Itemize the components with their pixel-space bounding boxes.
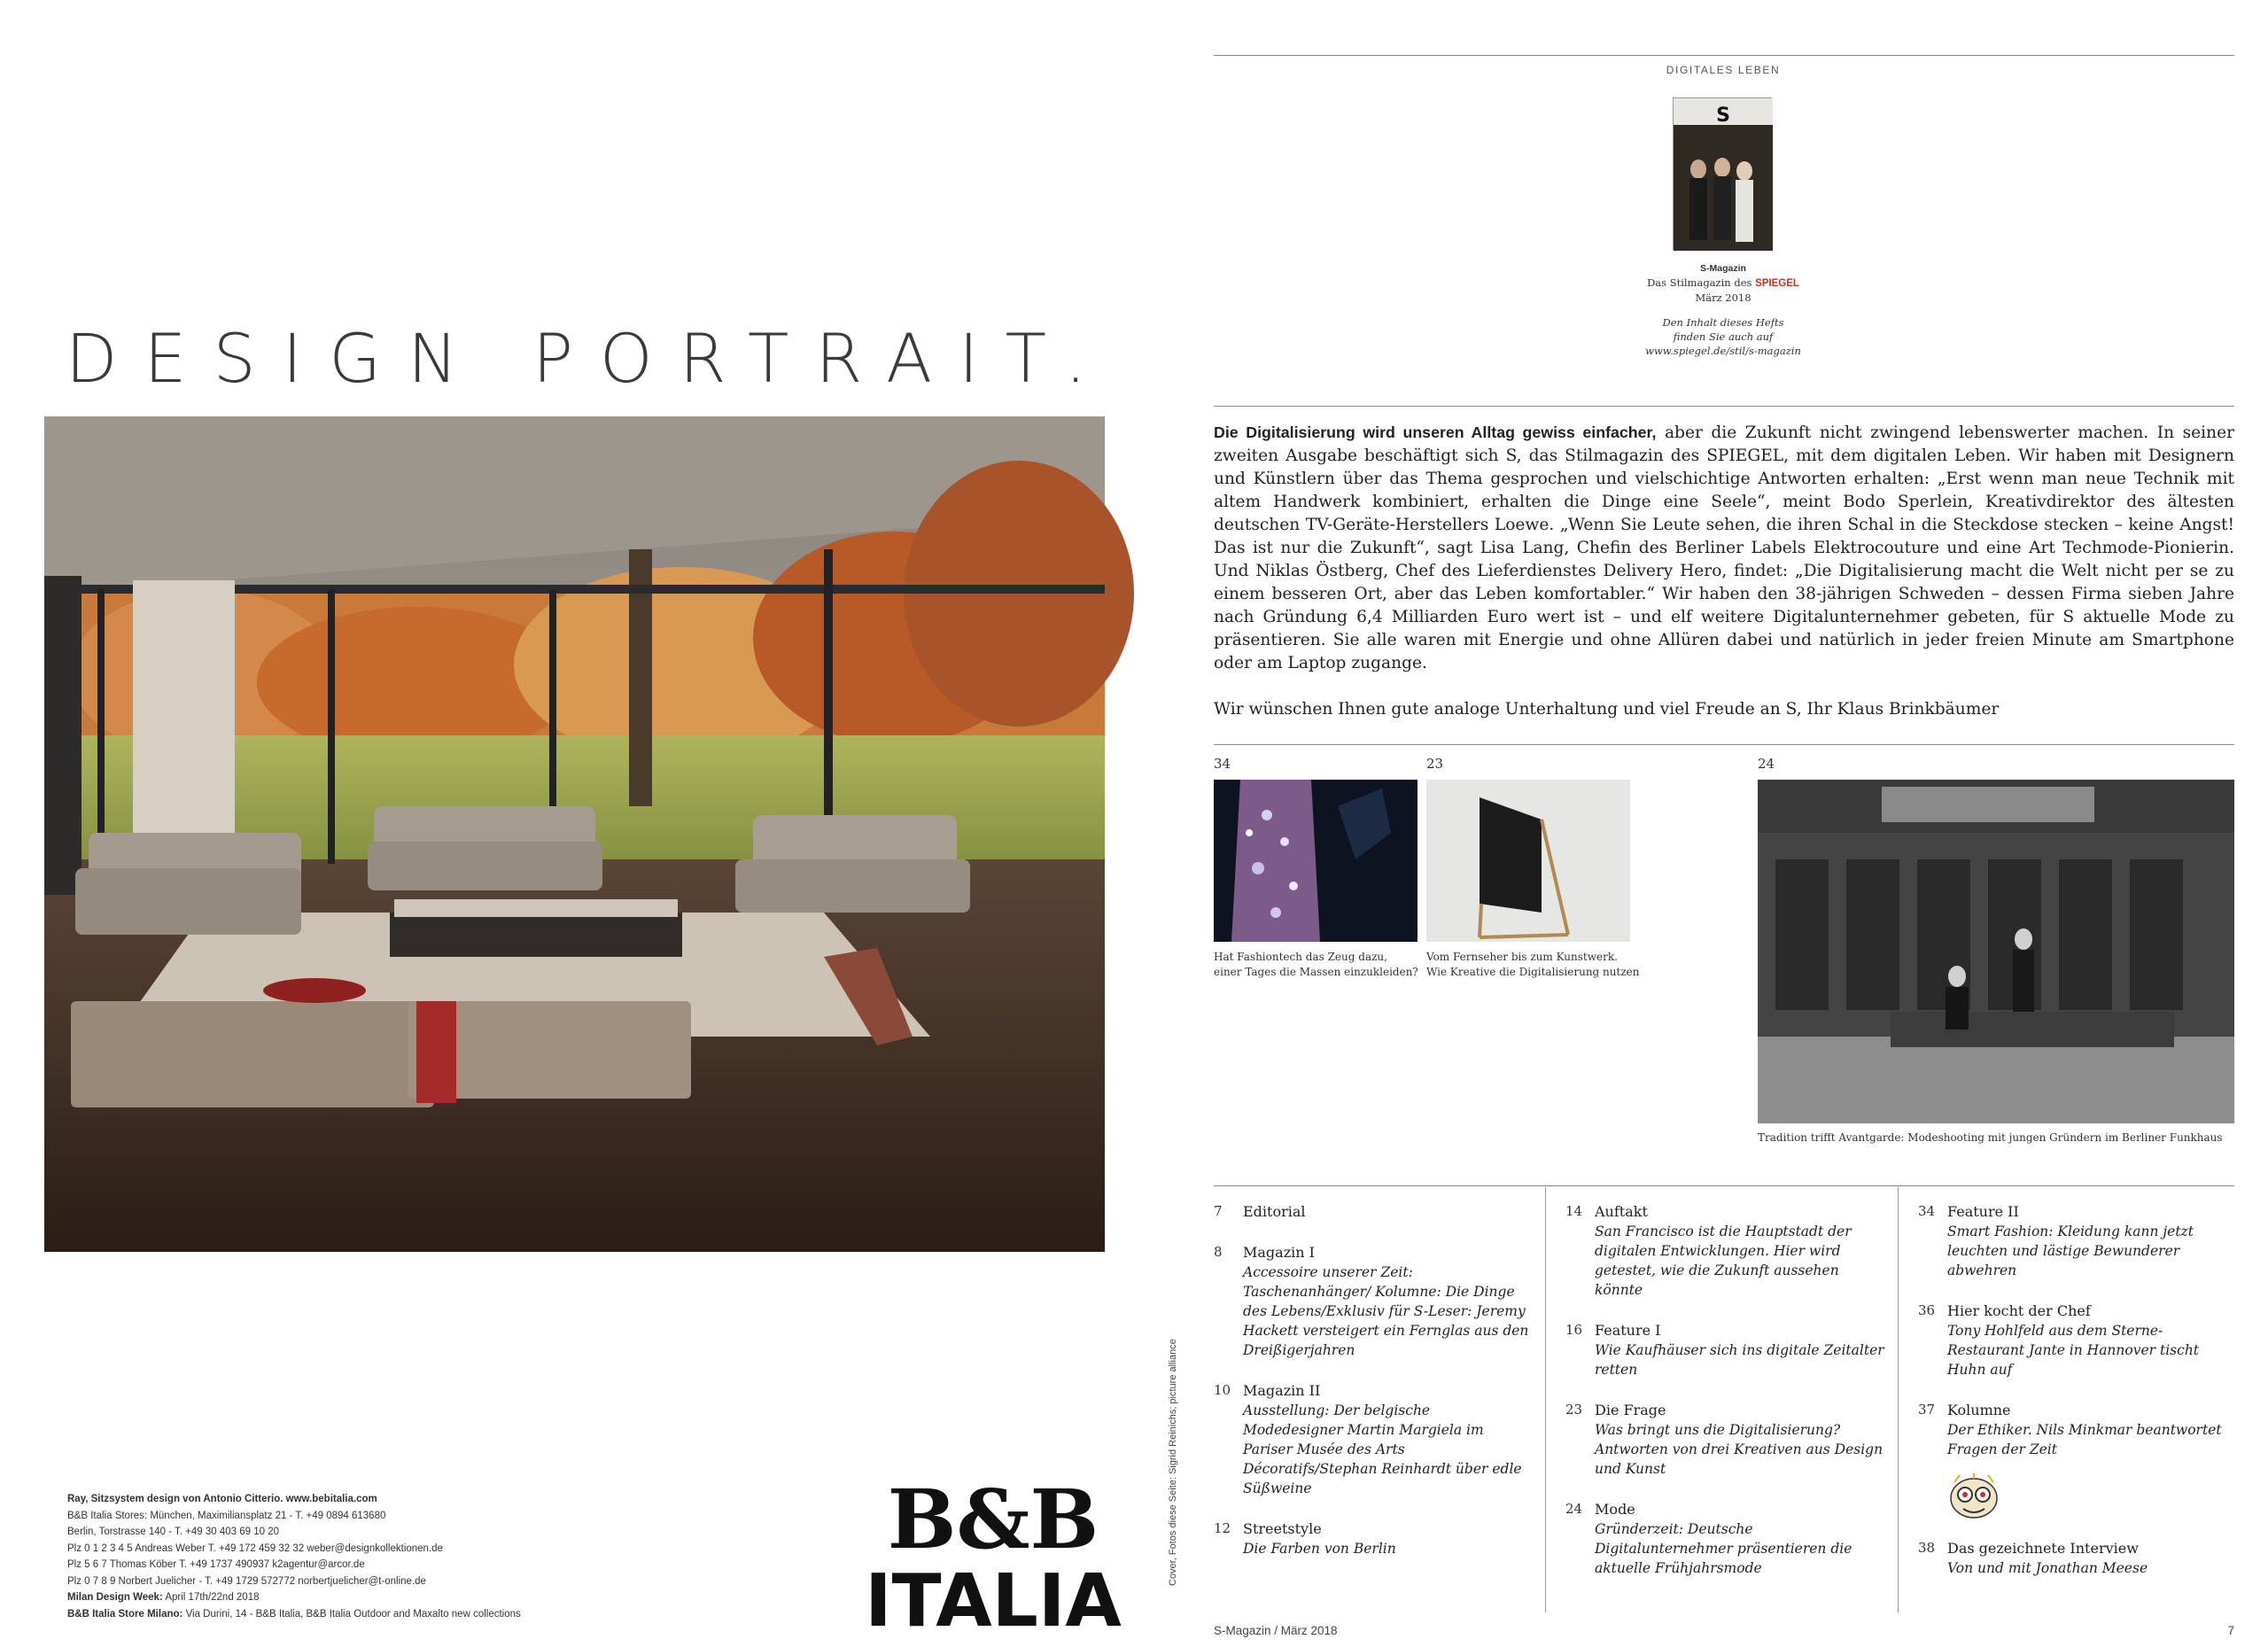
ad-caption-agent-3: Plz 0 7 8 9 Norbert Juelicher - T. +49 1729 572772 norbertjuelicher@t-online.de (67, 1575, 426, 1587)
photo-credit: Cover, Fotos diese Seite: Sigrid Reinichs; picture alliance (1168, 1339, 1178, 1586)
cover-info (1586, 261, 1860, 358)
toc-column-3 (1918, 1202, 2237, 1599)
toc-title: Hier kocht der Chef (1947, 1302, 2091, 1319)
toc-page-number: 24 (1565, 1501, 1583, 1517)
ad-caption-agent-1: Plz 0 1 2 3 4 5 Andreas Weber T. +49 172 459 32 32 weber@designkollektionen.de (67, 1542, 443, 1554)
photo-3-caption: Tradition trifft Avantgarde: Modeshooting mit jungen Gründern im Berliner Funkhaus (1758, 1131, 2223, 1144)
toc-title: Mode (1595, 1501, 1635, 1518)
toc-description: Von und mit Jonathan Meese (1947, 1560, 2148, 1576)
ad-caption-berlin: Berlin, Torstrasse 140 - T. +49 30 403 69 10 20 (67, 1527, 279, 1537)
toc-description: Was bringt uns die Digitalisierung? Antworten von drei Kreativen aus Design und Kunst (1595, 1422, 1884, 1477)
toc-column-1 (1214, 1202, 1533, 1580)
toc-description: Accessoire unserer Zeit: Taschenanhänger/ Kolumne: Die Dinge des Lebens/Exklusiv für S-Leser: Jeremy Hackett versteigert ein Fernglas aus den Dreißigerjahren (1243, 1264, 1529, 1358)
cover-tagline-prefix: Das Stilmagazin des (1647, 276, 1752, 289)
ad-caption-milan (67, 1589, 865, 1606)
toc-title: Kolumne (1947, 1402, 2011, 1418)
editorial-intro (1214, 421, 2234, 721)
toc-title: Editorial (1243, 1203, 1306, 1220)
toc-item[interactable] (1565, 1401, 1884, 1479)
logo-line-1: B&B (887, 1472, 1099, 1567)
intro-lead: Die Digitalisierung wird unseren Alltag gewiss einfacher, (1214, 423, 1657, 441)
intro-paragraph (1214, 421, 2234, 675)
footer-magazine-issue: S-Magazin / März 2018 (1214, 1624, 1338, 1637)
photo-2-caption-line-2: Wie Kreative die Digitalisierung nutzen (1426, 966, 1640, 978)
ad-caption-product: Ray, Sitzsystem design von Antonio Citterio. www.bebitalia.com (67, 1494, 377, 1504)
photo-1-page-number: 34 (1214, 756, 1231, 772)
top-rule (1214, 55, 2234, 56)
toc-item[interactable] (1214, 1519, 1533, 1558)
toc-item[interactable] (1565, 1321, 1884, 1379)
photo-2-page-number: 23 (1426, 756, 1444, 772)
ad-caption (67, 1491, 865, 1622)
photo-fashiontech[interactable] (1214, 780, 1418, 942)
photo-tv-artwork[interactable] (1426, 780, 1630, 942)
toc-item[interactable] (1565, 1500, 1884, 1578)
toc-title: Auftakt (1595, 1203, 1648, 1220)
photo-3-page-number: 24 (1758, 756, 1775, 772)
toc-divider-2 (1898, 1187, 1899, 1612)
intro-top-rule (1214, 406, 2234, 407)
toc-item[interactable] (1214, 1381, 1533, 1498)
toc-item[interactable] (1918, 1202, 2237, 1280)
toc-page-number: 10 (1214, 1382, 1231, 1398)
toc-column-2 (1565, 1202, 1884, 1599)
cover-note (1586, 315, 1860, 358)
toc-page-number: 37 (1918, 1402, 1936, 1418)
toc-item[interactable] (1214, 1243, 1533, 1360)
toc-title: Streetstyle (1243, 1520, 1322, 1537)
footer-page-number: 7 (2227, 1624, 2234, 1637)
toc-title: Das gezeichnete Interview (1947, 1540, 2139, 1557)
toc-page-number: 16 (1565, 1322, 1583, 1338)
toc-item[interactable] (1918, 1301, 2237, 1379)
toc-top-rule (1214, 1185, 2234, 1186)
cover-note-1: Den Inhalt dieses Hefts (1662, 316, 1784, 329)
photo-1-caption (1214, 950, 1422, 980)
milan-dates: April 17th/22nd 2018 (165, 1592, 260, 1603)
cover-mag-name: S-Magazin (1700, 263, 1746, 274)
photo-1-caption-line-1: Hat Fashiontech das Zeug dazu, (1214, 951, 1387, 963)
intro-closing: Wir wünschen Ihnen gute analoge Unterhaltung und viel Freude an S, Ihr Klaus Brinkbäumer (1214, 700, 2000, 719)
toc-description: Tony Hohlfeld aus dem Sterne-Restaurant Jante in Hannover tischt Huhn auf (1947, 1323, 2200, 1378)
toc-title: Die Frage (1595, 1402, 1666, 1418)
cover-title: S (1716, 105, 1730, 127)
spiegel-brand: SPIEGEL (1755, 278, 1799, 289)
cover-tagline (1586, 276, 1860, 291)
toc-description: Ausstellung: Der belgische Modedesigner Martin Margiela im Pariser Musée des Arts Décoratifs/Stephan Reinhardt über edle Süßweine (1243, 1402, 1522, 1496)
toc-page-number: 7 (1214, 1203, 1223, 1219)
toc-page-number: 36 (1918, 1302, 1936, 1318)
ad-living-room-photo (44, 416, 1105, 1252)
toc-item[interactable] (1918, 1539, 2237, 1578)
toc-title: Feature II (1947, 1203, 2019, 1220)
ad-caption-store-milano (67, 1606, 865, 1623)
toc-description: Die Farben von Berlin (1243, 1541, 1396, 1557)
cover-date: März 2018 (1695, 291, 1751, 304)
toc-item[interactable] (1214, 1202, 1533, 1222)
bb-italia-logo (865, 1472, 1122, 1643)
cover-note-url[interactable]: www.spiegel.de/stil/s-magazin (1645, 345, 1801, 357)
toc-item[interactable] (1565, 1202, 1884, 1300)
toc-title: Magazin I (1243, 1244, 1315, 1261)
toc-title: Feature I (1595, 1322, 1661, 1339)
toc-page-number: 38 (1918, 1540, 1936, 1556)
toc-page-number: 14 (1565, 1203, 1583, 1219)
store-text: Via Durini, 14 - B&B Italia, B&B Italia Outdoor and Maxalto new collections (185, 1608, 521, 1620)
ethiker-illustration-icon (1947, 1473, 2000, 1525)
ad-caption-stores: B&B Italia Stores: München, Maximiliansplatz 21 - T. +49 0894 613680 (67, 1510, 386, 1521)
toc-divider-1 (1545, 1187, 1546, 1612)
ad-headline: DESIGN PORTRAIT. (66, 319, 1114, 398)
toc-description: Der Ethiker. Nils Minkmar beantwortet Fragen der Zeit (1947, 1422, 2222, 1457)
toc-page-number: 34 (1918, 1203, 1936, 1219)
photo-funkhaus-shoot[interactable] (1758, 780, 2234, 1123)
logo-line-2: ITALIA (865, 1559, 1122, 1643)
milan-label: Milan Design Week: (67, 1592, 163, 1603)
toc-item[interactable] (1918, 1401, 2237, 1459)
ad-caption-agent-2: Plz 5 6 7 Thomas Köber T. +49 1737 490937 k2agentur@arcor.de (67, 1559, 365, 1570)
magazine-cover-thumbnail (1673, 97, 1772, 250)
toc-description: Gründerzeit: Deutsche Digitalunternehmer präsentieren die aktuelle Frühjahrsmode (1595, 1521, 1852, 1576)
photo-1-caption-line-2: einer Tages die Massen einzukleiden? (1214, 966, 1418, 978)
store-label: B&B Italia Store Milano: (67, 1608, 183, 1620)
toc-page-number: 23 (1565, 1402, 1583, 1418)
section-label: DIGITALES LEBEN (1666, 64, 1781, 76)
toc-page-number: 12 (1214, 1520, 1231, 1536)
photos-top-rule (1214, 744, 2234, 745)
toc-description: Wie Kaufhäuser sich ins digitale Zeitalter retten (1595, 1342, 1884, 1378)
toc-description: Smart Fashion: Kleidung kann jetzt leuchten und lästige Bewunderer abwehren (1947, 1224, 2194, 1278)
cover-note-2: finden Sie auch auf (1673, 330, 1774, 343)
toc-title: Magazin II (1243, 1382, 1321, 1399)
toc-description: San Francisco ist die Hauptstadt der digitalen Entwicklungen. Hier wird getestet, wie die Zukunft aussehen könnte (1595, 1224, 1852, 1298)
toc-page-number: 8 (1214, 1244, 1223, 1260)
photo-2-caption-line-1: Vom Fernseher bis zum Kunstwerk. (1426, 951, 1618, 963)
intro-body: aber die Zukunft nicht zwingend lebenswerter machen. In seiner zweiten Ausgabe beschäftigt sich S, das Stilmagazin des SPIEGEL, mit dem digitalen Leben. Wir haben mit Designern und Künstlern über das Thema gesprochen und vielschichtige Antworten erhalten: „Erst wenn man neue Technik mit altem Handwerk kombiniert, erhalten die Dinge eine Seele“, meint Bodo Sperlein, Kreativdirektor des ältesten deutschen TV-Geräte-Herstellers Loewe. „Wenn Sie Leute sehen, die ihren Schal in die Steckdose stecken – keine Angst! Das ist nur die Zukunft“, sagt Lisa Lang, Chefin des Berliner Labels Elektrocouture und eine Art Techmode-Pionierin. Und Niklas Östberg, Chef des Lieferdienstes Delivery Hero, findet: „Die Digitalisierung macht die Welt nicht per se zu einem besseren Ort, aber das Leben komfortabler.“ Wir haben den 38-jährigen Schweden – dessen Firma sieben Jahre nach Gründung 6,4 Milliarden Euro wert ist – und elf weitere Digitalunternehmer gebeten, für S aktuelle Mode zu präsentieren. Sie alle waren mit Energie und ohne Allüren dabei und natürlich in jeder freien Minute am Smartphone oder am Laptop zugange. (1214, 423, 2234, 672)
photo-2-caption (1426, 950, 1648, 980)
